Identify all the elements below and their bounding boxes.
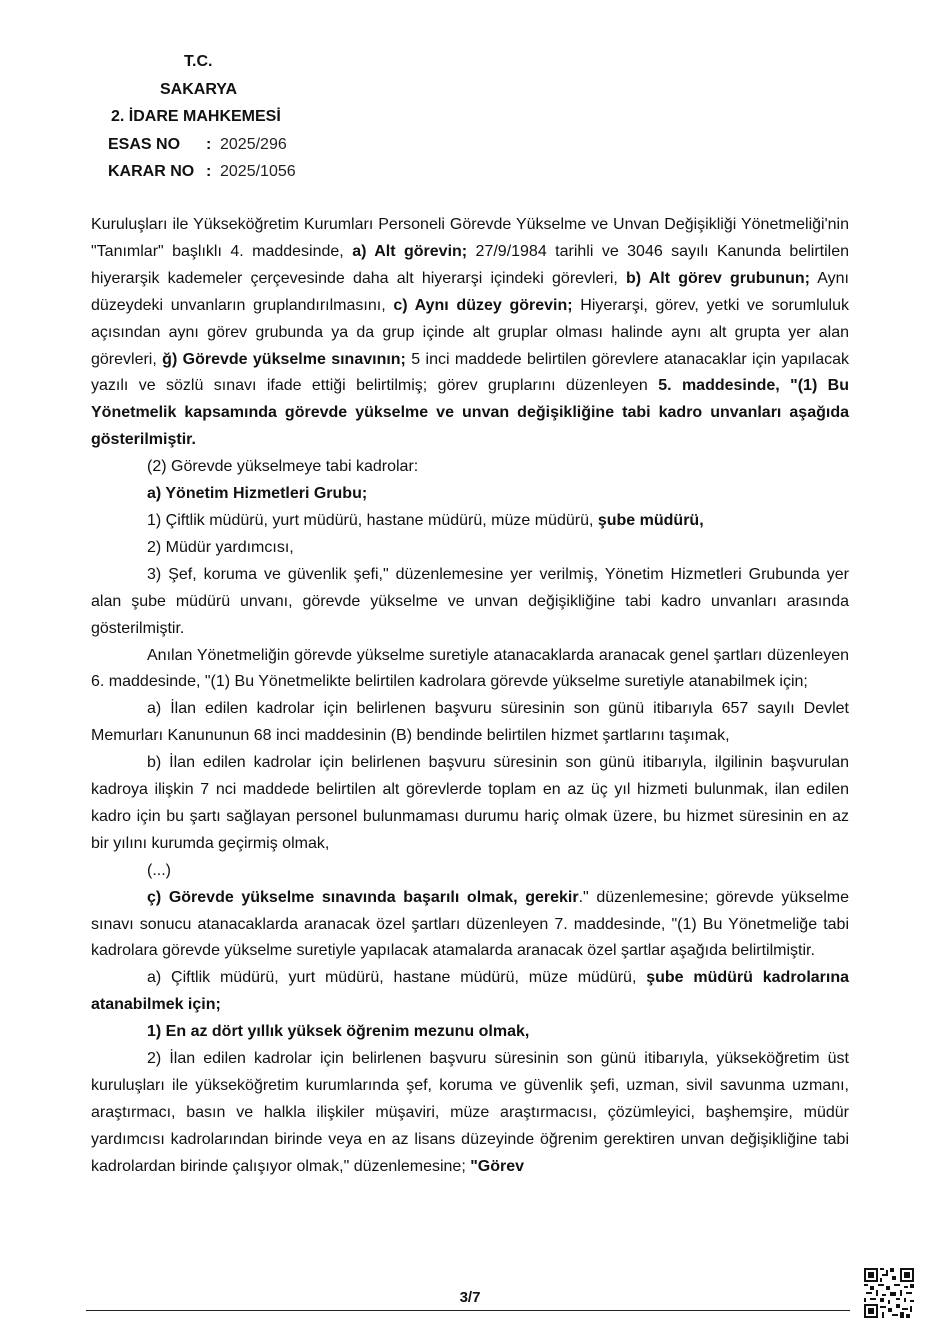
paragraph-item-2: 2) Müdür yardımcısı, (147, 538, 294, 556)
text-run: 27/9/1984 tarihli ve 3046 sayılı Kanunda belirtilen hiyerarşik kademeler çerçevesinde daha alt hiyerarşi içindeki görevleri, (91, 242, 850, 287)
esas-no-colon: : (206, 135, 212, 153)
bold-run: a) Alt görevin; (352, 242, 468, 260)
bold-run: 1) En az dört yıllık yüksek öğrenim mezunu olmak, (147, 1023, 530, 1041)
bold-run: a) Yönetim Hizmetleri Grubu; (147, 485, 368, 503)
text-run: a) Çiftlik müdürü, yurt müdürü, hastane müdürü, müze müdürü, (147, 969, 647, 987)
paragraph-tabi-kadrolar: (2) Görevde yükselmeye tabi kadrolar: (147, 458, 419, 476)
bold-run: şube müdürü, (597, 511, 704, 529)
page-number: 3/7 (459, 1289, 481, 1306)
karar-no-value: 2025/1056 (220, 163, 296, 180)
bold-run: ğ) Görevde yükselme sınavının; (162, 350, 406, 368)
text-run: Aynı düzeydeki unvanların gruplandırılmasını, (91, 269, 849, 314)
paragraph-ellipsis: (...) (147, 861, 171, 879)
text-run: ." düzenlemesine; görevde yükselme sınavı sonucu atanacaklarda aranacak özel şartları düzenleyen 7. maddesinde, "(1) Bu Yönetmeliğe tabi kadrolara görevde yükselme suretiyle yapılacak atamalarda aranacak özel şartlar aşağıda belirtilmiştir. (91, 888, 849, 960)
bold-run: "Görev (470, 1157, 525, 1175)
text-run: Kuruluşları ile Yükseköğretim Kurumları Personeli Görevde Yükselme ve Unvan Değişikliği Yönetmeliği'nin "Tanımlar" başlıklı 4. maddesinde, (91, 216, 849, 260)
karar-no-colon: : (206, 163, 212, 180)
bold-run: ç) Görevde yükselme sınavında başarılı olmak, gerekir (147, 888, 579, 906)
paragraph-item-1 (91, 508, 849, 535)
text-run: 1) Çiftlik müdürü, yurt müdürü, hastane müdürü, müze müdürü, (147, 511, 598, 529)
paragraph-sart-a: a) İlan edilen kadrolar için belirlenen başvuru süresinin son günü itibarıyla 657 sayılı Devlet Memurları Kanununun 68 inci maddesinin (B) bendinde belirtilen hizmet şartlarını taşımak, (91, 700, 849, 745)
qr-code-icon (864, 1268, 914, 1318)
header-city: SAKARYA (160, 80, 238, 98)
text-run: Hiyerarşi, görev, yetki ve sorumluluk açısından aynı görev grubunda ya da grup içinde alt gruplar olması halinde aynı alt grupta yer alan görevleri, (91, 296, 850, 368)
text-run: 2) İlan edilen kadrolar için belirlenen başvuru süresinin son günü itibarıyla, yükseköğretim üst kuruluşları ile yükseköğretim kurumlarında şef, koruma ve güvenlik şefi, uzman, sivil savunma uzmanı, araştırmacı, basın ve halkla ilişkiler müşaviri, müze araştırmacısı, çözümleyici, başhemşire, müdür yardımcısı kadrolarından birinde veya en az lisans düzeyinde öğrenim gerektiren unvan değişikliğine tabi kadrolardan birinde çalışıyor olmak," düzenlemesine; (91, 1050, 849, 1175)
paragraph-ozel-sart-1 (91, 1019, 849, 1046)
karar-no-label: KARAR NO (108, 163, 195, 180)
paragraph-ozel-sart-2 (91, 1046, 849, 1181)
header-court: 2. İDARE MAHKEMESİ (111, 108, 281, 125)
paragraph-definitions (91, 212, 849, 454)
paragraph-yonetim-grubu (91, 481, 849, 508)
footer-divider (86, 1310, 850, 1311)
text-run: 5 inci maddede belirtilen görevlere atanacaklar için yapılacak yazılı ve sözlü sınavı ifade ettiği belirtilmiş; görev gruplarını düzenleyen (91, 350, 850, 395)
document-body (91, 212, 849, 1181)
bold-run: şube müdürü kadrolarına atanabilmek için; (91, 969, 850, 1014)
paragraph-item-3: 3) Şef, koruma ve güvenlik şefi," düzenlemesine yer verilmiş, Yönetim Hizmetleri Grubunda yer alan şube müdürü unvanı, görevde yükselme ve unvan değişikliğine tabi kadro unvanları arasında gösterilmiştir. (91, 565, 849, 637)
document-header (108, 48, 296, 186)
header-tc: T.C. (184, 53, 213, 70)
bold-run: c) Aynı düzey görevin; (393, 296, 573, 314)
bold-run: 5. maddesinde, "(1) Bu Yönetmelik kapsamında görevde yükselme ve unvan değişikliğine tabi kadro unvanları aşağıda gösterilmiştir. (91, 377, 849, 449)
karar-no-row (108, 158, 296, 186)
paragraph-genel-sartlar: Anılan Yönetmeliğin görevde yükselme suretiyle atanacaklarda aranacak genel şartları düzenleyen 6. maddesinde, "(1) Bu Yönetmelikte belirtilen kadrolara görevde yükselme suretiyle atanabilmek için; (91, 646, 849, 691)
esas-no-row (108, 131, 296, 159)
esas-no-value: 2025/296 (220, 135, 287, 153)
esas-no-label: ESAS NO (108, 135, 181, 153)
paragraph-ozel-sart-a (91, 965, 849, 1019)
bold-run: b) Alt görev grubunun; (626, 269, 810, 287)
paragraph-sart-b: b) İlan edilen kadrolar için belirlenen başvuru süresinin son günü itibarıyla, ilgilinin başvurulan kadroya ilişkin 7 nci maddede belirtilen alt görevlerde toplam en az üç yıl hizmeti bulunmak, ilan edilen kadro için bu şartı sağlayan personel bulunmaması durumu hariç olmak üzere, bu hizmet süresinin en az bir yılını kurumda geçirmiş olmak, (91, 754, 849, 852)
paragraph-sart-c (91, 885, 849, 966)
